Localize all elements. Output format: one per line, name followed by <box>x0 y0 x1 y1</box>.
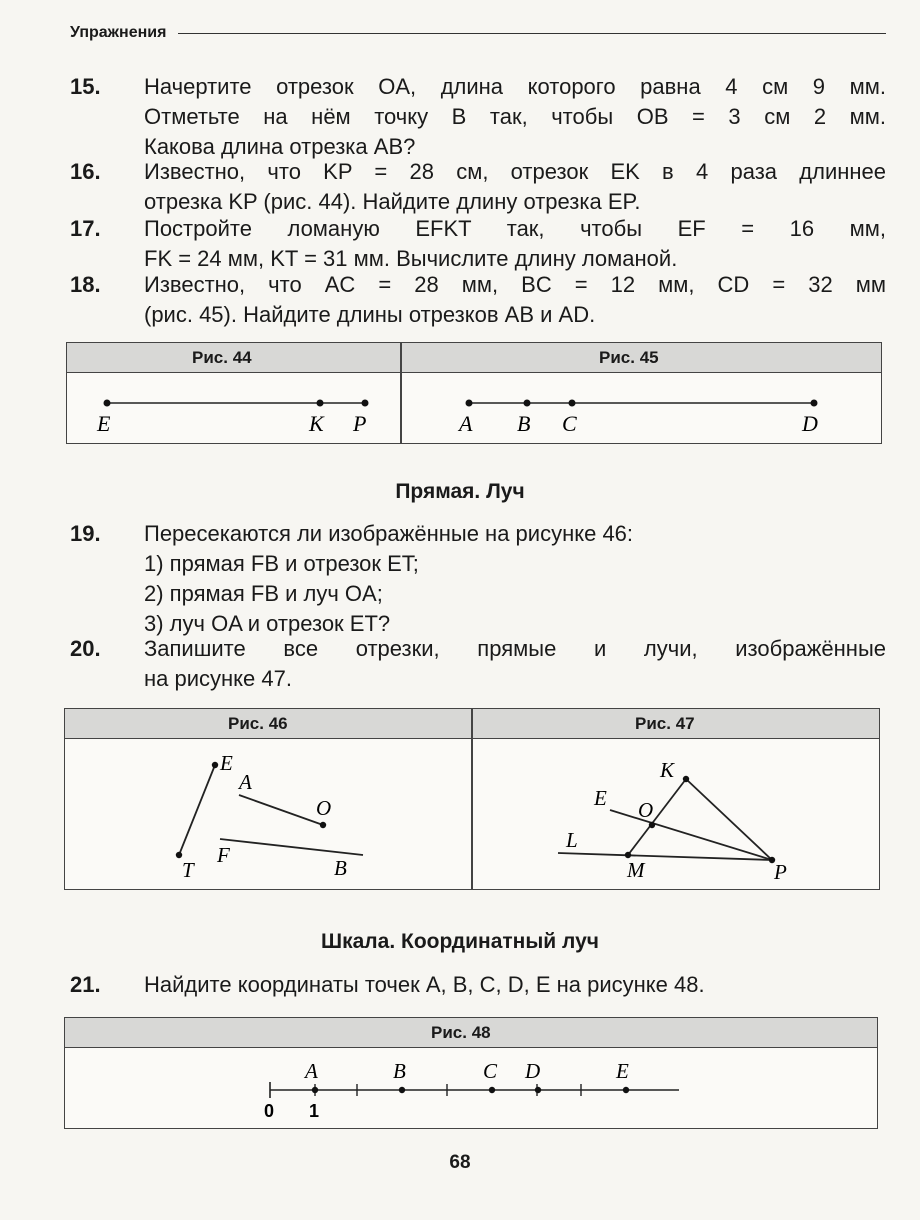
label-B: B <box>517 411 531 436</box>
header-title: Упражнения <box>70 24 167 41</box>
point-E <box>623 1087 629 1093</box>
point-K <box>683 776 689 782</box>
label-D: D <box>525 1059 541 1083</box>
label-C: C <box>483 1059 498 1083</box>
problem-number: 15. <box>70 74 101 99</box>
problem-17 <box>70 214 886 274</box>
page-number: 68 <box>449 1152 471 1173</box>
line-FB <box>220 839 363 855</box>
figure-table-44-45 <box>66 342 882 444</box>
problem-line: 2) прямая FB и луч OA; <box>144 581 383 606</box>
point-P <box>362 400 369 407</box>
label-B: B <box>334 856 347 880</box>
label-D: D <box>802 411 818 436</box>
label-O: O <box>638 798 654 822</box>
point-D <box>811 400 818 407</box>
segment-KP <box>686 779 772 860</box>
label-E: E <box>220 751 233 775</box>
point-B <box>524 400 531 407</box>
label-P: P <box>774 860 787 884</box>
problem-line: Какова длина отрезка AB? <box>144 134 416 159</box>
point-D <box>535 1087 541 1093</box>
problem-line: FK = 24 мм, KT = 31 мм. Вычислите длину ломаной. <box>144 246 678 271</box>
point-E <box>212 762 218 768</box>
point-O <box>649 822 655 828</box>
figure-table-46-47 <box>64 708 880 890</box>
point-A <box>466 400 473 407</box>
figure-48-label: Рис. 48 <box>431 1023 491 1042</box>
section-title-line-ray: Прямая. Луч <box>395 480 525 503</box>
problem-number: 16. <box>70 159 101 184</box>
figure-48-drawing <box>65 1018 879 1130</box>
ray-OA <box>239 795 323 825</box>
problem-line: Пересекаются ли изображённые на рисунке 46: <box>144 521 634 546</box>
problem-19 <box>70 519 886 639</box>
problem-16 <box>70 157 886 217</box>
problem-line: Постройте ломаную EFKT так, чтобы EF = 16 мм, <box>144 216 886 241</box>
label-F: F <box>217 843 230 867</box>
point-C <box>569 400 576 407</box>
figure-44-45-drawing <box>67 343 883 445</box>
tick-label-1: 1 <box>309 1101 320 1121</box>
figure-46-47-drawing <box>65 709 881 891</box>
figure-table-48 <box>64 1017 878 1129</box>
problem-number: 18. <box>70 272 101 297</box>
label-C: C <box>562 411 577 436</box>
label-M: M <box>627 858 645 882</box>
problem-20 <box>70 634 886 694</box>
problem-line: (рис. 45). Найдите длины отрезков AB и AD. <box>144 302 596 327</box>
ray-PE <box>610 810 772 860</box>
problem-line: отрезка KP (рис. 44). Найдите длину отрезка EP. <box>144 189 641 214</box>
figure-45-label: Рис. 45 <box>599 348 659 367</box>
problem-line: Известно, что AC = 28 мм, BC = 12 мм, CD = 32 мм <box>144 272 886 297</box>
problem-line: Запишите все отрезки, прямые и лучи, изображённые <box>144 636 886 661</box>
label-K: K <box>309 411 324 436</box>
figure-47-label: Рис. 47 <box>635 714 695 733</box>
label-A: A <box>305 1059 318 1083</box>
point-B <box>399 1087 405 1093</box>
label-A: A <box>459 411 473 436</box>
problem-line: Известно, что KP = 28 см, отрезок EK в 4 раза длиннее <box>144 159 886 184</box>
point-E <box>104 400 111 407</box>
page-header <box>70 24 886 42</box>
problem-number: 20. <box>70 636 101 661</box>
label-O: O <box>316 796 332 820</box>
problem-line: Найдите координаты точек A, B, C, D, E на рисунке 48. <box>144 972 705 997</box>
figure-46-label: Рис. 46 <box>228 714 288 733</box>
point-O <box>320 822 326 828</box>
point-C <box>489 1087 495 1093</box>
segment-ET <box>179 765 215 855</box>
label-E: E <box>594 786 607 810</box>
label-A: A <box>239 770 252 794</box>
problem-line: Отметьте на нём точку B так, чтобы OB = 3 см 2 мм. <box>144 104 886 129</box>
label-E: E <box>97 411 111 436</box>
problem-line: на рисунке 47. <box>144 666 292 691</box>
point-K <box>317 400 324 407</box>
problem-18 <box>70 270 886 330</box>
label-E: E <box>616 1059 629 1083</box>
problem-line: 1) прямая FB и отрезок ET; <box>144 551 419 576</box>
problem-line: 3) луч OA и отрезок ET? <box>144 611 391 636</box>
label-B: B <box>393 1059 406 1083</box>
problem-15 <box>70 72 886 162</box>
label-L: L <box>566 828 578 852</box>
segment-KM <box>628 779 686 855</box>
ray-PL <box>558 853 772 860</box>
problem-number: 21. <box>70 972 101 997</box>
figure-44-label: Рис. 44 <box>192 348 252 367</box>
problem-line: Начертите отрезок OA, длина которого равна 4 см 9 мм. <box>144 74 886 99</box>
section-title-scale: Шкала. Координатный луч <box>321 930 599 953</box>
label-P: P <box>353 411 367 436</box>
header-rule <box>178 33 886 34</box>
point-A <box>312 1087 318 1093</box>
label-T: T <box>182 858 194 882</box>
problem-number: 19. <box>70 521 101 546</box>
problem-21 <box>70 970 886 1000</box>
label-K: K <box>660 758 675 782</box>
problem-number: 17. <box>70 216 101 241</box>
tick-label-0: 0 <box>264 1101 275 1121</box>
